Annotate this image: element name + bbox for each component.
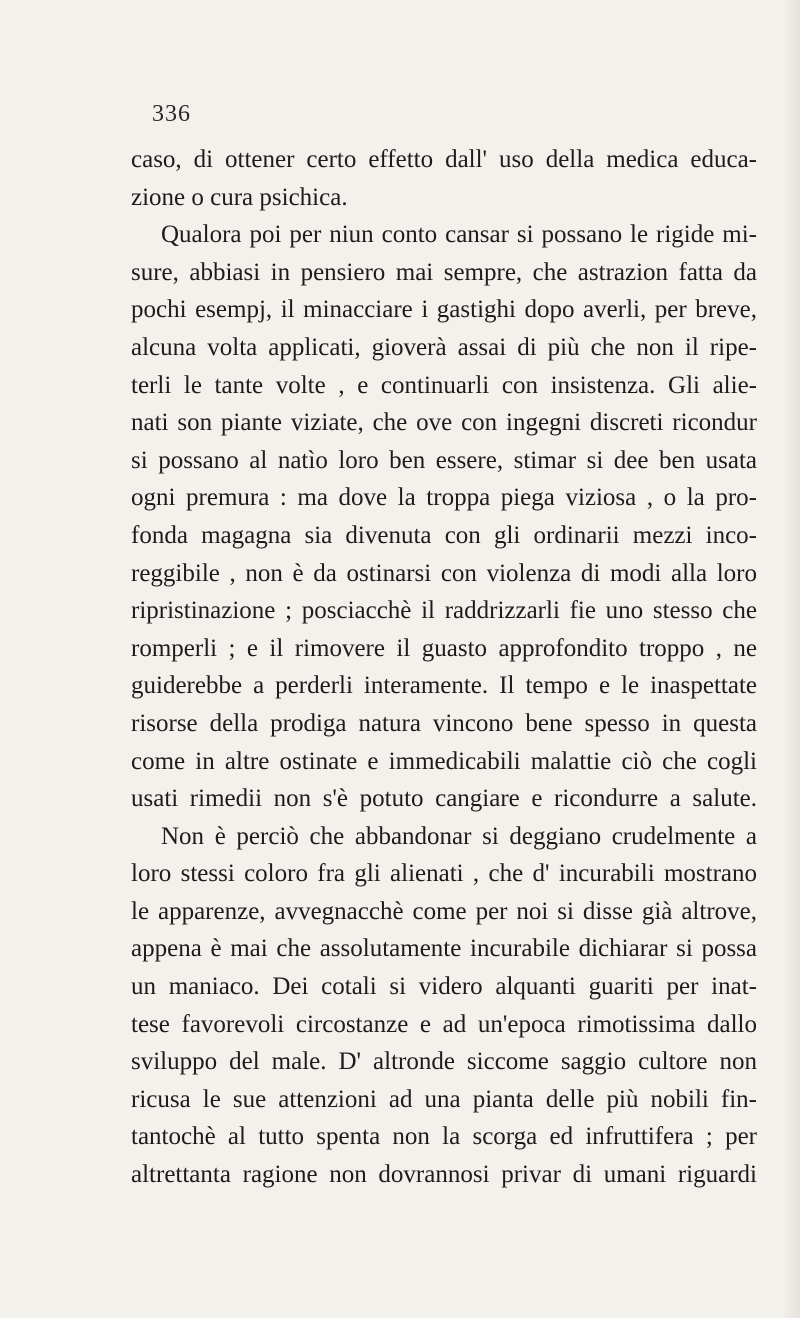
text-line: Non è perciò che abbandonar si deggiano crudelmente a xyxy=(161,822,757,850)
text-line: le apparenze, avvegnacchè come per noi si disse già altrove, xyxy=(131,897,757,925)
text-line: pochi esempj, il minacciare i gastighi dopo averli, per breve, xyxy=(131,296,757,324)
text-line: fonda magagna sia divenuta con gli ordinarii mezzi inco- xyxy=(131,521,757,549)
text-line: si possano al natìo loro ben essere, stimar si dee ben usata xyxy=(131,446,757,474)
text-line: caso, di ottener certo effetto dall' uso della medica educa- xyxy=(131,146,757,173)
text-line: ricusa le sue attenzioni ad una pianta delle più nobili fin- xyxy=(131,1085,757,1113)
text-line: usati rimedii non s'è potuto cangiare e ricondurre a salute. xyxy=(131,785,757,813)
text-line: altrettanta ragione non dovrannosi privar di umani riguardi xyxy=(131,1161,757,1189)
page-number: 336 xyxy=(152,101,191,127)
text-line: tese favorevoli circostanze e ad un'epoca rimotissima dallo xyxy=(131,1010,757,1038)
text-line: come in altre ostinate e immedicabili malattie ciò che cogli xyxy=(131,747,757,775)
text-line: alcuna volta applicati, gioverà assai di più che non il ripe- xyxy=(131,333,757,361)
text-line: zione o cura psichica. xyxy=(131,183,348,211)
text-line: romperli ; e il rimovere il guasto approfondito troppo , ne xyxy=(131,634,757,662)
text-line: reggibile , non è da ostinarsi con violenza di modi alla loro xyxy=(131,559,757,587)
text-line: sviluppo del male. D' altronde siccome saggio cultore non xyxy=(131,1048,757,1076)
text-line: risorse della prodiga natura vincono bene spesso in questa xyxy=(131,709,757,737)
text-line: sure, abbiasi in pensiero mai sempre, che astrazion fatta da xyxy=(131,258,757,286)
text-line: un maniaco. Dei cotali si videro alquanti guariti per inat- xyxy=(131,973,757,1001)
body-text xyxy=(131,141,757,1194)
page-edge-shadow xyxy=(782,0,800,1318)
text-line: guiderebbe a perderli interamente. Il tempo e le inaspettate xyxy=(131,672,757,700)
text-line: Qualora poi per niun conto cansar si possano le rigide mi- xyxy=(161,221,757,249)
text-line: appena è mai che assolutamente incurabile dichiarar si possa xyxy=(131,935,757,963)
text-line: nati son piante viziate, che ove con ingegni discreti ricondur xyxy=(131,409,757,437)
text-line: loro stessi coloro fra gli alienati , che d' incurabili mostrano xyxy=(131,860,757,888)
text-line: ripristinazione ; posciacchè il raddrizzarli fie uno stesso che xyxy=(131,597,757,625)
text-line: tantochè al tutto spenta non la scorga ed infruttifera ; per xyxy=(131,1123,757,1151)
text-line: terli le tante volte , e continuarli con insistenza. Gli alie- xyxy=(131,371,757,399)
text-line: ogni premura : ma dove la troppa piega viziosa , o la pro- xyxy=(131,484,757,512)
